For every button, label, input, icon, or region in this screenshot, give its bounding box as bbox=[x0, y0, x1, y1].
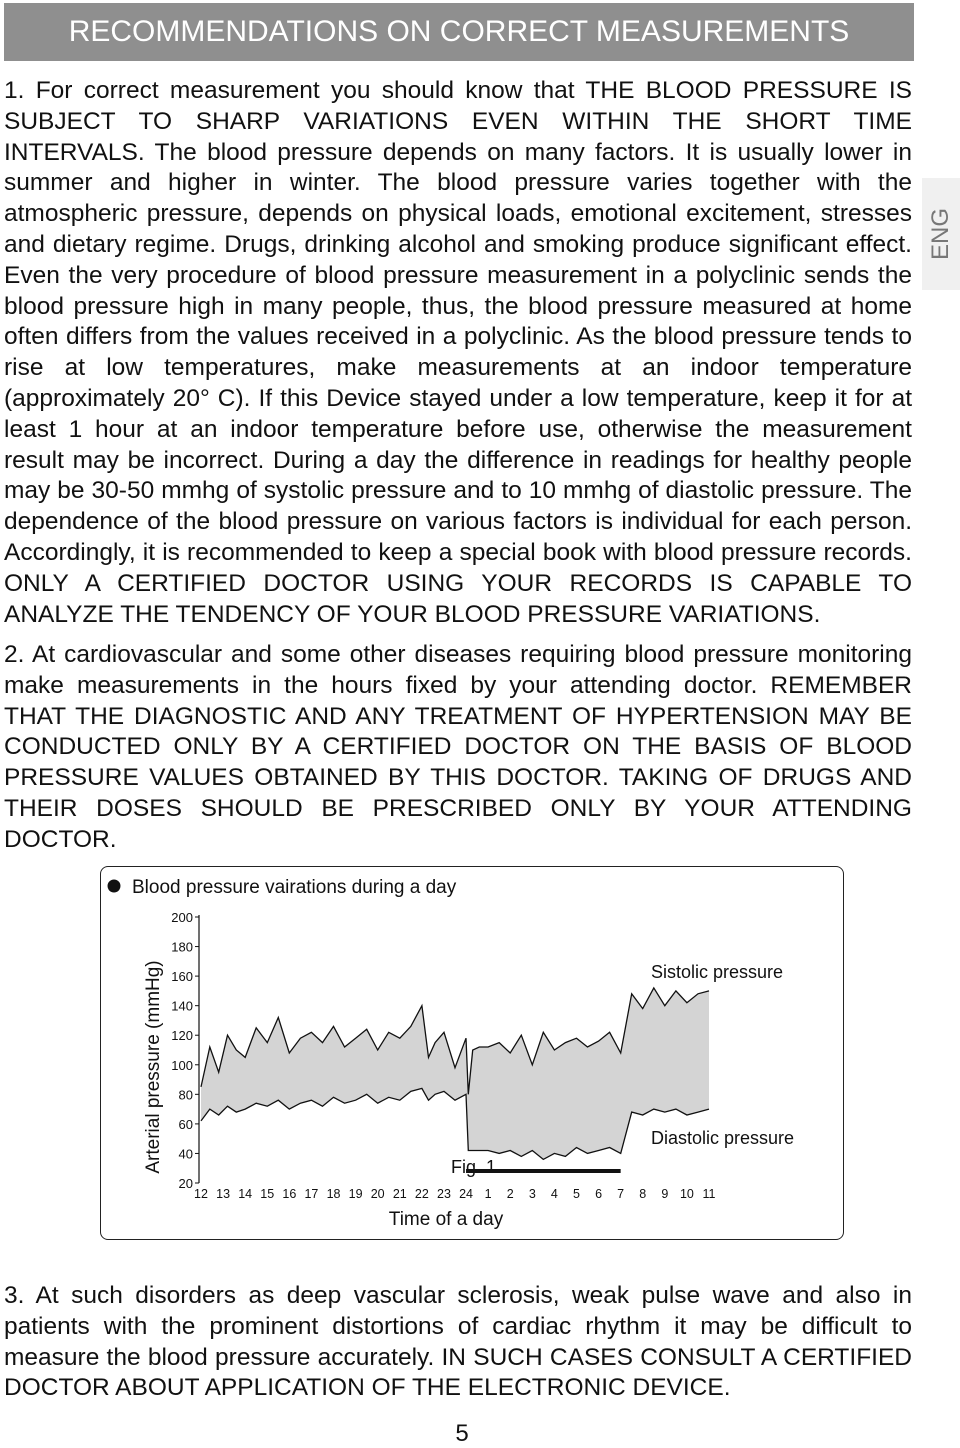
section-3 bbox=[4, 1281, 912, 1404]
pressure-range-area bbox=[201, 988, 709, 1160]
bullet-icon bbox=[108, 880, 121, 893]
x-tick-label: 21 bbox=[392, 1187, 407, 1201]
x-tick-label: 1 bbox=[484, 1187, 492, 1201]
section-2 bbox=[4, 640, 912, 856]
y-tick-label: 180 bbox=[171, 939, 193, 955]
section-1 bbox=[4, 76, 912, 630]
y-tick-label: 60 bbox=[178, 1116, 193, 1132]
y-tick-label: 40 bbox=[178, 1146, 193, 1162]
language-tab bbox=[922, 178, 960, 290]
x-tick-label: 9 bbox=[661, 1187, 669, 1201]
section-1-text: 1. For correct measurement you should know that THE BLOOD PRESSURE IS SUBJECT TO SHARP VARIATIONS EVEN WITHIN THE SHORT TIME INTERVALS. The blood pressure depends on many factors. It is usually lower in summer and higher in winter. The blood pressure varies together with the atmospheric pressure, depends on physical loads, emotional excitement, stresses and dietary regime. Drugs, drinking alcohol and smoking produce significant effect. Even the very procedure of blood pressure measurement in a polyclinic sends the blood pressure high in many people, thus, the blood pressure measured at home often differs from the values received in a polyclinic. As the blood pressure tends to rise at low temperatures, make measurements at an indoor temperature (approximately 20° C). If this Device stayed under a low temperature, keep it for at least 1 hour at an indoor temperature before use, otherwise the measurement result may be incorrect. During a day the difference in readings for healthy people may be 30-50 mmhg of systolic pressure and to 10 mmhg of diastolic pressure. The dependence of the blood pressure on various factors is individual for each person. Accordingly, it is recommended to keep a special book with blood pressure records. ONLY A CERTIFIED DOCTOR USING YOUR RECORDS IS CAPABLE TO ANALYZE THE TENDENCY OF YOUR BLOOD PRESSURE VARIATIONS. bbox=[4, 77, 912, 628]
blood-pressure-chart bbox=[101, 867, 845, 1241]
y-tick-label: 20 bbox=[178, 1176, 193, 1191]
x-tick-label: 15 bbox=[260, 1187, 275, 1201]
x-tick-label: 14 bbox=[238, 1187, 253, 1201]
page-number: 5 bbox=[455, 1420, 469, 1447]
header-bar bbox=[4, 3, 914, 61]
x-tick-label: 13 bbox=[216, 1187, 231, 1201]
section-2-text: 2. At cardiovascular and some other diseases requiring blood pressure monitoring make measurements in the hours fixed by your attending doctor. REMEMBER THAT THE DIAGNOSTIC AND ANY TREATMENT OF HYPERTENSION MAY BE CONDUCTED ONLY BY A CERTIFIED DOCTOR ON THE BASIS OF BLOOD PRESSURE VALUES OBTAINED BY THIS DOCTOR. TAKING OF DRUGS AND THEIR DOSES SHOULD BE PRESCRIBED ONLY BY YOUR ATTENDING DOCTOR. bbox=[4, 641, 912, 853]
x-tick-label: 22 bbox=[414, 1187, 429, 1201]
x-tick-label: 20 bbox=[370, 1187, 385, 1201]
x-tick-label: 7 bbox=[617, 1187, 625, 1201]
x-tick-label: 5 bbox=[573, 1187, 580, 1201]
x-tick-label: 19 bbox=[348, 1187, 363, 1201]
x-tick-label: 6 bbox=[595, 1187, 603, 1201]
x-tick-label: 4 bbox=[550, 1187, 558, 1201]
language-tab-label: ENG bbox=[927, 207, 954, 261]
x-tick-label: 12 bbox=[194, 1187, 208, 1201]
y-tick-label: 140 bbox=[171, 998, 193, 1014]
section-3-text: 3. At such disorders as deep vascular sclerosis, weak pulse wave and also in patients with the prominent distortions of cardiac rhythm it may be difficult to measure the blood pressure accurately. IN SUCH CASES CONSULT A CERTIFIED DOCTOR ABOUT APPLICATION OF THE ELECTRONIC DEVICE. bbox=[4, 1282, 912, 1402]
x-tick-label: 17 bbox=[304, 1187, 319, 1201]
y-tick-label: 120 bbox=[171, 1028, 193, 1044]
diastolic-label: Diastolic pressure bbox=[651, 1128, 795, 1148]
x-tick-label: 16 bbox=[282, 1187, 297, 1201]
x-tick-label: 24 bbox=[459, 1187, 473, 1201]
chart-ylabel: Arterial pressure (mmHg) bbox=[143, 960, 164, 1174]
page-title: RECOMMENDATIONS ON CORRECT MEASUREMENTS bbox=[68, 15, 850, 48]
y-tick-label: 80 bbox=[178, 1087, 193, 1103]
chart-title: Blood pressure vairations during a day bbox=[132, 877, 457, 898]
x-tick-label: 8 bbox=[639, 1187, 647, 1201]
y-tick-label: 200 bbox=[171, 910, 193, 925]
x-tick-label: 2 bbox=[506, 1187, 514, 1201]
chart-xlabel: Time of a day bbox=[388, 1209, 504, 1230]
figure-1 bbox=[100, 866, 844, 1240]
x-tick-label: 10 bbox=[679, 1187, 694, 1201]
figure-label: Fig. 1 bbox=[451, 1157, 497, 1177]
y-tick-label: 100 bbox=[171, 1057, 193, 1073]
x-tick-label: 3 bbox=[528, 1187, 536, 1201]
x-tick-label: 23 bbox=[437, 1187, 451, 1201]
systolic-label: Sistolic pressure bbox=[651, 962, 784, 982]
x-tick-label: 11 bbox=[702, 1187, 716, 1201]
x-tick-label: 18 bbox=[326, 1187, 341, 1201]
y-tick-label: 160 bbox=[171, 969, 193, 985]
